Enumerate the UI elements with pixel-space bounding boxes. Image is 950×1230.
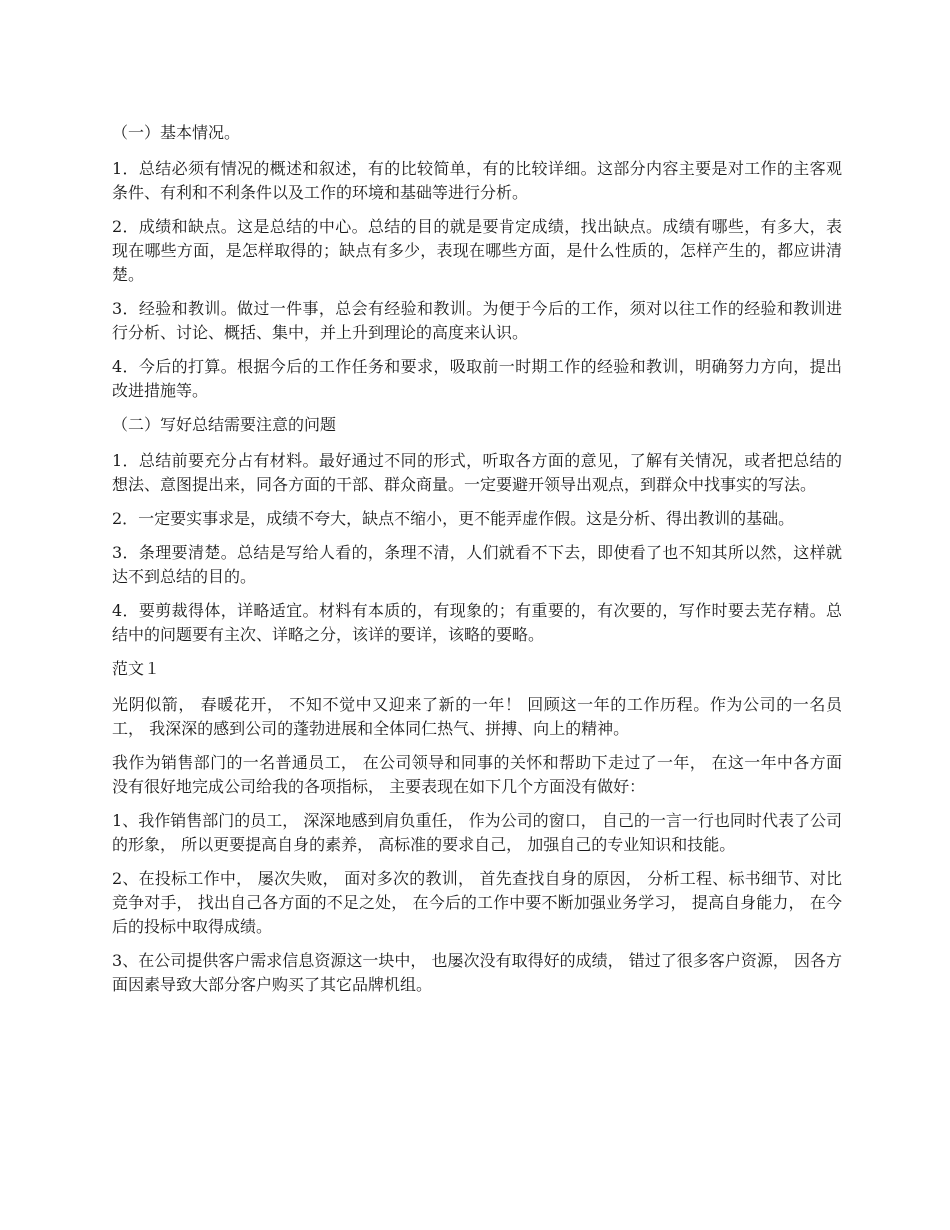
paragraph-sample-point-2: 2、在投标工作中， 屡次失败， 面对多次的教训， 首先查找自身的原因， 分析工程、标书细节、对比竞争对手， 找出自己各方面的不足之处， 在今后的工作中要不断加强业务学习， 提高自身能力， 在今后的投标中取得成绩。	[112, 869, 842, 936]
section-heading-writing-notes: （二）写好总结需要注意的问题	[112, 415, 337, 434]
paragraph-sample-point-3: 3、在公司提供客户需求信息资源这一块中， 也屡次没有取得好的成绩， 错过了很多客户资源， 因各方面因素导致大部分客户购买了其它品牌机组。	[112, 951, 842, 994]
paragraph-clarity: 3．条理要清楚。总结是写给人看的，条理不清，人们就看不下去，即使看了也不知其所以然，这样就达不到总结的目的。	[112, 543, 842, 586]
paragraph-experience: 3．经验和教训。做过一件事，总会有经验和教训。为便于今后的工作，须对以往工作的经验和教训进行分析、讨论、概括、集中，并上升到理论的高度来认识。	[112, 299, 842, 342]
section-heading-basic-situation: （一）基本情况。	[112, 123, 241, 142]
paragraph-sample-role: 我作为销售部门的一名普通员工， 在公司领导和同事的关怀和帮助下走过了一年， 在这一年中各方面没有很好地完成公司给我的各项指标， 主要表现在如下几个方面没有做好：	[112, 753, 842, 796]
paragraph-sample-intro: 光阴似箭， 春暖花开， 不知不觉中又迎来了新的一年！ 回顾这一年的工作历程。作为公司的一名员工， 我深深的感到公司的蓬勃进展和全体同仁热气、拼搏、向上的精神。	[112, 695, 842, 738]
paragraph-sample-point-1: 1、我作销售部门的员工， 深深地感到肩负重任， 作为公司的窗口， 自己的一言一行也同时代表了公司的形象， 所以更要提高自身的素养， 高标准的要求自己， 加强自己的专业知识和技能。	[112, 811, 842, 854]
paragraph-achievements: 2．成绩和缺点。这是总结的中心。总结的目的就是要肯定成绩，找出缺点。成绩有哪些，有多大，表现在哪些方面，是怎样取得的；缺点有多少，表现在哪些方面，是什么性质的，怎样产生的，都应讲清楚。	[112, 217, 842, 284]
paragraph-truthfulness: 2．一定要实事求是，成绩不夸大，缺点不缩小，更不能弄虚作假。这是分析、得出教训的基础。	[112, 509, 795, 528]
paragraph-future-plans: 4．今后的打算。根据今后的工作任务和要求，吸取前一时期工作的经验和教训，明确努力方向，提出改进措施等。	[112, 357, 842, 400]
paragraph-overview: 1．总结必须有情况的概述和叙述，有的比较简单，有的比较详细。这部分内容主要是对工作的主客观条件、有利和不利条件以及工作的环境和基础等进行分析。	[112, 159, 842, 202]
paragraph-materials: 1．总结前要充分占有材料。最好通过不同的形式，听取各方面的意见，了解有关情况，或者把总结的想法、意图提出来，同各方面的干部、群众商量。一定要避开领导出观点，到群众中找事实的写法。	[112, 451, 842, 494]
document-body	[112, 121, 842, 1007]
paragraph-editing: 4．要剪裁得体，详略适宜。材料有本质的，有现象的；有重要的，有次要的，写作时要去芜存精。总结中的问题要有主次、详略之分，该详的要详，该略的要略。	[112, 601, 842, 644]
sample-heading: 范文１	[112, 659, 161, 678]
